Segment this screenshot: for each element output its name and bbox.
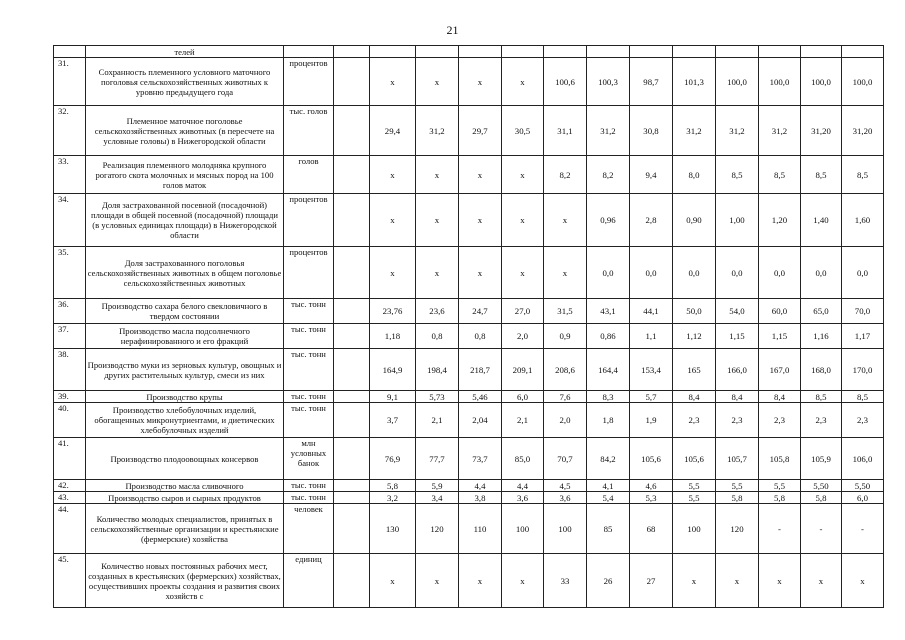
value-cell: 30,5 xyxy=(502,106,544,156)
value-cell: 110 xyxy=(459,504,502,554)
value-cell: 100 xyxy=(502,504,544,554)
table-row xyxy=(54,554,884,608)
value-cell: x xyxy=(416,247,459,299)
value-cell: 1,18 xyxy=(370,324,416,349)
table-row xyxy=(54,391,884,403)
row-number: 34. xyxy=(54,194,86,247)
value-cell: 0,0 xyxy=(673,247,716,299)
value-cell: 84,2 xyxy=(587,438,630,480)
value-cell: 218,7 xyxy=(459,349,502,391)
value-cell: 9,1 xyxy=(370,391,416,403)
value-cell: 5,5 xyxy=(759,480,801,492)
value-cell: 8,2 xyxy=(587,156,630,194)
value-cell: 2,1 xyxy=(502,403,544,438)
row-number: 37. xyxy=(54,324,86,349)
value-cell: 8,4 xyxy=(759,391,801,403)
value-cell: 5,9 xyxy=(416,480,459,492)
empty-cell xyxy=(334,194,370,247)
value-cell: 0,8 xyxy=(416,324,459,349)
value-cell: 1,16 xyxy=(801,324,842,349)
value-cell: 105,8 xyxy=(759,438,801,480)
value-cell: 3,2 xyxy=(370,492,416,504)
value-cell: x xyxy=(459,554,502,608)
value-cell: 5,8 xyxy=(370,480,416,492)
table-row xyxy=(54,156,884,194)
indicator-name: Производство масла подсолнечного нерафинированного и его фракций xyxy=(86,324,284,349)
value-cell: 1,8 xyxy=(587,403,630,438)
indicator-name: Доля застрахованной посевной (посадочной) площади в общей посевной (посадочной) площади (в условных единицах площади) в Нижегородской области xyxy=(86,194,284,247)
value-cell: x xyxy=(502,58,544,106)
table-row xyxy=(54,46,884,58)
value-cell: 130 xyxy=(370,504,416,554)
row-number: 32. xyxy=(54,106,86,156)
value-cell: 8,3 xyxy=(587,391,630,403)
value-cell: 5,4 xyxy=(587,492,630,504)
value-cell: 31,2 xyxy=(416,106,459,156)
value-cell: 100,3 xyxy=(587,58,630,106)
value-cell: 77,7 xyxy=(416,438,459,480)
value-cell: x xyxy=(370,194,416,247)
value-cell: 2,3 xyxy=(716,403,759,438)
value-cell: 85 xyxy=(587,504,630,554)
value-cell: 5,7 xyxy=(630,391,673,403)
value-cell: 153,4 xyxy=(630,349,673,391)
value-cell: 43,1 xyxy=(587,299,630,324)
value-cell: 7,6 xyxy=(544,391,587,403)
value-cell: 1,17 xyxy=(842,324,884,349)
value-cell: 3,8 xyxy=(459,492,502,504)
unit-cell: млн условных банок xyxy=(284,438,334,480)
value-cell: 0,90 xyxy=(673,194,716,247)
value-cell: 50,0 xyxy=(673,299,716,324)
row-number: 45. xyxy=(54,554,86,608)
unit-cell: человек xyxy=(284,504,334,554)
unit-cell: тыс. тонн xyxy=(284,349,334,391)
value-cell: 98,7 xyxy=(630,58,673,106)
table-row xyxy=(54,299,884,324)
value-cell: 70,7 xyxy=(544,438,587,480)
value-cell: 8,5 xyxy=(842,156,884,194)
value-cell: 100,0 xyxy=(759,58,801,106)
empty-cell xyxy=(334,299,370,324)
value-cell: x xyxy=(370,58,416,106)
value-cell: 4,4 xyxy=(502,480,544,492)
empty-cell xyxy=(334,438,370,480)
value-cell: 1,12 xyxy=(673,324,716,349)
table-row xyxy=(54,106,884,156)
value-cell: x xyxy=(544,247,587,299)
value-cell: 5,5 xyxy=(673,480,716,492)
row-number: 40. xyxy=(54,403,86,438)
value-cell: 3,6 xyxy=(502,492,544,504)
value-cell: x xyxy=(416,156,459,194)
value-cell: x xyxy=(544,194,587,247)
indicator-name: Производство масла сливочного xyxy=(86,480,284,492)
value-cell: 164,4 xyxy=(587,349,630,391)
unit-cell: процентов xyxy=(284,194,334,247)
value-cell: 8,5 xyxy=(801,391,842,403)
empty-cell xyxy=(334,403,370,438)
value-cell: 5,73 xyxy=(416,391,459,403)
indicator-name: Производство сахара белого свекловичного в твердом состоянии xyxy=(86,299,284,324)
table-row xyxy=(54,504,884,554)
table-row xyxy=(54,58,884,106)
value-cell: x xyxy=(459,58,502,106)
unit-cell: тыс. тонн xyxy=(284,492,334,504)
value-cell: x xyxy=(416,554,459,608)
value-cell: 1,15 xyxy=(716,324,759,349)
value-cell: 1,00 xyxy=(716,194,759,247)
value-cell: 1,15 xyxy=(759,324,801,349)
value-cell: 31,2 xyxy=(587,106,630,156)
value-cell: 0,86 xyxy=(587,324,630,349)
indicator-name: Производство хлебобулочных изделий, обогащенных микронутриентами, и диетических хлебобулочных изделий xyxy=(86,403,284,438)
row-number: 42. xyxy=(54,480,86,492)
value-cell: 6,0 xyxy=(842,492,884,504)
value-cell: 0,0 xyxy=(587,247,630,299)
value-cell: 2,1 xyxy=(416,403,459,438)
value-cell: 2,3 xyxy=(801,403,842,438)
value-cell: 101,3 xyxy=(673,58,716,106)
value-cell: 0,9 xyxy=(544,324,587,349)
row-number: 39. xyxy=(54,391,86,403)
value-cell: 5,46 xyxy=(459,391,502,403)
indicator-name: Производство плодоовощных консервов xyxy=(86,438,284,480)
value-cell: 106,0 xyxy=(842,438,884,480)
value-cell: 105,6 xyxy=(673,438,716,480)
table-row xyxy=(54,438,884,480)
value-cell: 31,1 xyxy=(544,106,587,156)
value-cell: 27 xyxy=(630,554,673,608)
value-cell: 23,6 xyxy=(416,299,459,324)
value-cell: - xyxy=(759,504,801,554)
value-cell: 168,0 xyxy=(801,349,842,391)
value-cell: 164,9 xyxy=(370,349,416,391)
unit-cell: тыс. тонн xyxy=(284,324,334,349)
value-cell: 0,0 xyxy=(801,247,842,299)
value-cell: 4,5 xyxy=(544,480,587,492)
value-cell: 105,6 xyxy=(630,438,673,480)
value-cell: 31,5 xyxy=(544,299,587,324)
unit-cell: тыс. голов xyxy=(284,106,334,156)
value-cell: 1,1 xyxy=(630,324,673,349)
value-cell: 105,7 xyxy=(716,438,759,480)
table-row xyxy=(54,324,884,349)
value-cell: 0,0 xyxy=(630,247,673,299)
value-cell: 120 xyxy=(416,504,459,554)
indicator-name: Производство муки из зерновых культур, овощных и других растительных культур, смеси из них xyxy=(86,349,284,391)
empty-cell xyxy=(334,156,370,194)
value-cell: 5,8 xyxy=(759,492,801,504)
row-number: 44. xyxy=(54,504,86,554)
value-cell: 2,0 xyxy=(502,324,544,349)
value-cell: 2,0 xyxy=(544,403,587,438)
indicator-name: Производство крупы xyxy=(86,391,284,403)
value-cell: 54,0 xyxy=(716,299,759,324)
empty-cell xyxy=(334,554,370,608)
value-cell: 100,0 xyxy=(716,58,759,106)
value-cell: - xyxy=(801,504,842,554)
value-cell: 30,8 xyxy=(630,106,673,156)
value-cell: 1,9 xyxy=(630,403,673,438)
indicator-name: Племенное маточное поголовье сельскохозяйственных животных (в пересчете на условные головы) в Нижегородской области xyxy=(86,106,284,156)
value-cell: 8,4 xyxy=(716,391,759,403)
value-cell: x xyxy=(502,156,544,194)
unit-cell: тыс. тонн xyxy=(284,299,334,324)
value-cell: 0,8 xyxy=(459,324,502,349)
value-cell: x xyxy=(370,554,416,608)
value-cell: 5,8 xyxy=(801,492,842,504)
value-cell: 5,50 xyxy=(801,480,842,492)
value-cell: 85,0 xyxy=(502,438,544,480)
value-cell: 0,0 xyxy=(716,247,759,299)
value-cell: - xyxy=(842,504,884,554)
row-number xyxy=(54,46,86,58)
value-cell: 166,0 xyxy=(716,349,759,391)
value-cell: x xyxy=(801,554,842,608)
value-cell: 24,7 xyxy=(459,299,502,324)
empty-cell xyxy=(334,106,370,156)
value-cell: 1,20 xyxy=(759,194,801,247)
indicator-name: телей xyxy=(86,46,284,58)
row-number: 38. xyxy=(54,349,86,391)
row-number: 31. xyxy=(54,58,86,106)
value-cell: x xyxy=(502,554,544,608)
value-cell: x xyxy=(759,554,801,608)
value-cell: 208,6 xyxy=(544,349,587,391)
row-number: 36. xyxy=(54,299,86,324)
value-cell: 8,5 xyxy=(842,391,884,403)
value-cell: 60,0 xyxy=(759,299,801,324)
value-cell: 70,0 xyxy=(842,299,884,324)
value-cell: x xyxy=(416,194,459,247)
value-cell: x xyxy=(842,554,884,608)
value-cell: x xyxy=(502,194,544,247)
value-cell: 0,96 xyxy=(587,194,630,247)
value-cell: 105,9 xyxy=(801,438,842,480)
row-number: 43. xyxy=(54,492,86,504)
empty-cell xyxy=(334,492,370,504)
value-cell: x xyxy=(416,58,459,106)
value-cell: 8,4 xyxy=(673,391,716,403)
value-cell: x xyxy=(459,247,502,299)
empty-cell xyxy=(334,349,370,391)
value-cell: 68 xyxy=(630,504,673,554)
indicator-name: Количество новых постоянных рабочих мест, созданных в крестьянских (фермерских) хозяйствах, осуществивших проекты создания и развития своих хозяйств с xyxy=(86,554,284,608)
value-cell: 100,0 xyxy=(842,58,884,106)
value-cell: 5,3 xyxy=(630,492,673,504)
value-cell: 4,4 xyxy=(459,480,502,492)
value-cell: x xyxy=(459,194,502,247)
unit-cell: тыс. тонн xyxy=(284,403,334,438)
value-cell: 5,8 xyxy=(716,492,759,504)
value-cell: 2,3 xyxy=(759,403,801,438)
value-cell: 198,4 xyxy=(416,349,459,391)
value-cell: x xyxy=(370,156,416,194)
indicator-name: Количество молодых специалистов, принятых в сельскохозяйственные организации и крестьянские (фермерские) хозяйства xyxy=(86,504,284,554)
value-cell: x xyxy=(673,554,716,608)
table-row xyxy=(54,247,884,299)
row-number: 41. xyxy=(54,438,86,480)
empty-cell xyxy=(334,504,370,554)
value-cell: 167,0 xyxy=(759,349,801,391)
value-cell: 5,50 xyxy=(842,480,884,492)
row-number: 35. xyxy=(54,247,86,299)
value-cell: 26 xyxy=(587,554,630,608)
table-row xyxy=(54,194,884,247)
value-cell: 3,6 xyxy=(544,492,587,504)
value-cell: 8,5 xyxy=(759,156,801,194)
value-cell: 31,2 xyxy=(759,106,801,156)
value-cell: 8,2 xyxy=(544,156,587,194)
value-cell: 2,04 xyxy=(459,403,502,438)
value-cell: 31,2 xyxy=(716,106,759,156)
value-cell: 8,5 xyxy=(801,156,842,194)
value-cell: 4,6 xyxy=(630,480,673,492)
table-row xyxy=(54,403,884,438)
indicator-name: Сохранность племенного условного маточного поголовья сельскохозяйственных животных к уровню предыдущего года xyxy=(86,58,284,106)
value-cell: 3,7 xyxy=(370,403,416,438)
row-number: 33. xyxy=(54,156,86,194)
value-cell: 4,1 xyxy=(587,480,630,492)
indicator-name: Реализация племенного молодняка крупного рогатого скота молочных и мясных пород на 100 голов маток xyxy=(86,156,284,194)
indicators-table xyxy=(53,45,884,608)
page-number: 21 xyxy=(446,23,459,37)
value-cell: 170,0 xyxy=(842,349,884,391)
value-cell: 8,0 xyxy=(673,156,716,194)
table-row xyxy=(54,492,884,504)
value-cell: 100,6 xyxy=(544,58,587,106)
value-cell: 31,2 xyxy=(673,106,716,156)
value-cell: 5,5 xyxy=(716,480,759,492)
value-cell: 165 xyxy=(673,349,716,391)
value-cell: 76,9 xyxy=(370,438,416,480)
value-cell: 120 xyxy=(716,504,759,554)
value-cell: 29,7 xyxy=(459,106,502,156)
value-cell: 73,7 xyxy=(459,438,502,480)
value-cell: 5,5 xyxy=(673,492,716,504)
value-cell: 44,1 xyxy=(630,299,673,324)
unit-cell: процентов xyxy=(284,58,334,106)
value-cell: 3,4 xyxy=(416,492,459,504)
unit-cell: единиц xyxy=(284,554,334,608)
empty-cell xyxy=(334,324,370,349)
empty-cell xyxy=(334,247,370,299)
value-cell: 9,4 xyxy=(630,156,673,194)
value-cell: 6,0 xyxy=(502,391,544,403)
empty-cell xyxy=(334,391,370,403)
empty-cell xyxy=(334,58,370,106)
value-cell: 31,20 xyxy=(801,106,842,156)
value-cell: 100 xyxy=(544,504,587,554)
value-cell: 29,4 xyxy=(370,106,416,156)
unit-cell: тыс. тонн xyxy=(284,391,334,403)
value-cell: 0,0 xyxy=(842,247,884,299)
value-cell: 100,0 xyxy=(801,58,842,106)
indicator-name: Производство сыров и сырных продуктов xyxy=(86,492,284,504)
empty-cell xyxy=(334,480,370,492)
value-cell: 8,5 xyxy=(716,156,759,194)
value-cell: x xyxy=(459,156,502,194)
unit-cell: процентов xyxy=(284,247,334,299)
table-row xyxy=(54,480,884,492)
unit-cell: тыс. тонн xyxy=(284,480,334,492)
value-cell: x xyxy=(502,247,544,299)
unit-cell: голов xyxy=(284,156,334,194)
indicator-name: Доля застрахованного поголовья сельскохозяйственных животных в общем поголовье сельскохозяйственных животных xyxy=(86,247,284,299)
value-cell: 1,40 xyxy=(801,194,842,247)
value-cell: 2,8 xyxy=(630,194,673,247)
value-cell: 209,1 xyxy=(502,349,544,391)
value-cell: 27,0 xyxy=(502,299,544,324)
value-cell: 2,3 xyxy=(673,403,716,438)
value-cell: 65,0 xyxy=(801,299,842,324)
value-cell: 0,0 xyxy=(759,247,801,299)
value-cell: 33 xyxy=(544,554,587,608)
value-cell: x xyxy=(716,554,759,608)
value-cell: 100 xyxy=(673,504,716,554)
value-cell: 23,76 xyxy=(370,299,416,324)
value-cell: 2,3 xyxy=(842,403,884,438)
value-cell: 31,20 xyxy=(842,106,884,156)
value-cell: 1,60 xyxy=(842,194,884,247)
table-row xyxy=(54,349,884,391)
value-cell: x xyxy=(370,247,416,299)
